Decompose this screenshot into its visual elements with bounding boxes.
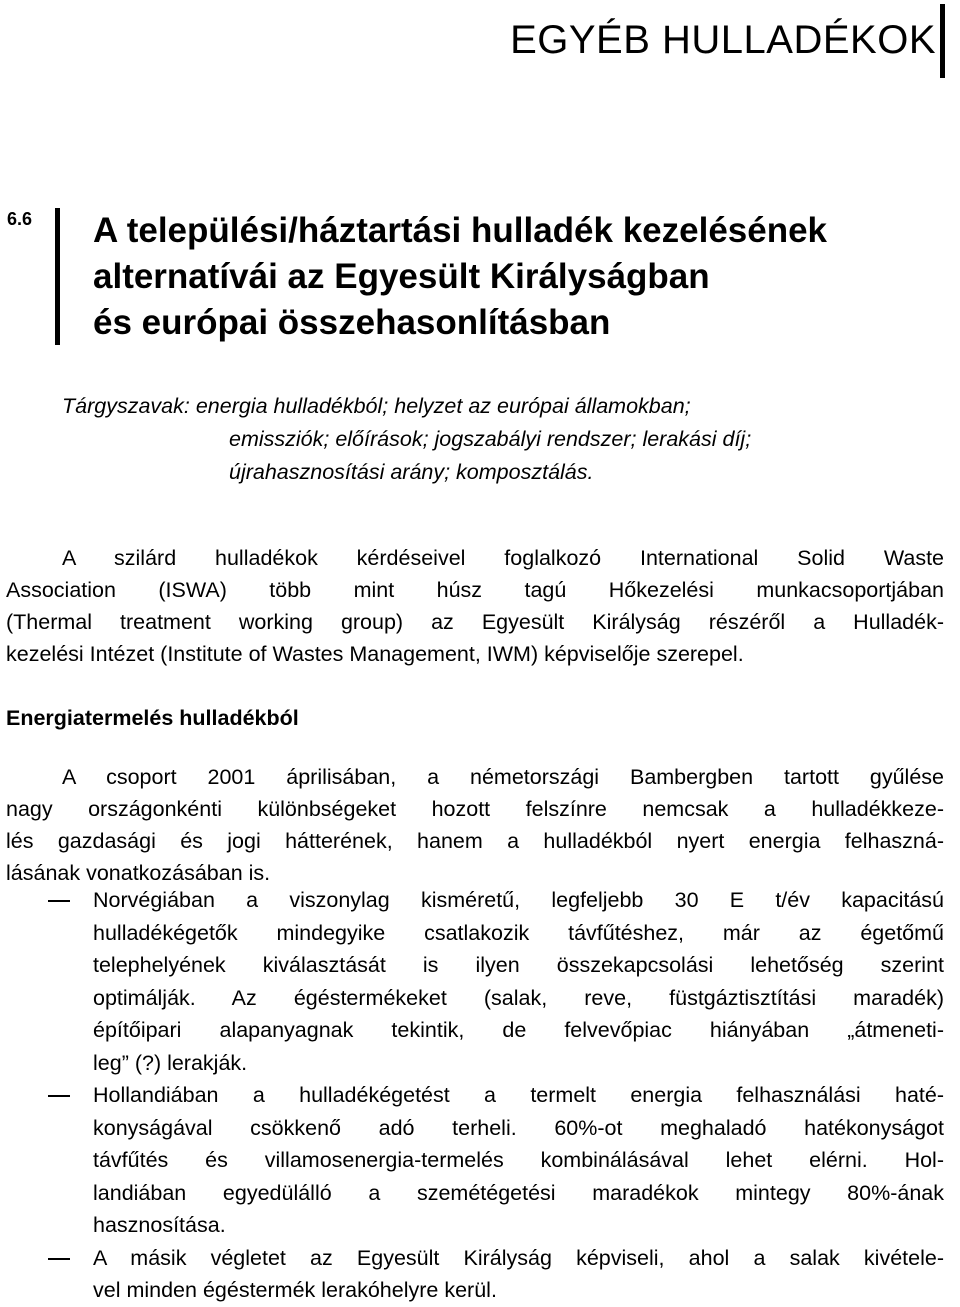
- bullet-line: Hollandiában a hulladékégetést a termelt energia felhasználási haté-: [93, 1083, 944, 1107]
- bullet-item: [6, 1079, 944, 1242]
- bullet-item: [6, 884, 944, 1079]
- paragraph-line: A csoport 2001 áprilisában, a németországi Bambergben tartott gyűlése: [62, 765, 944, 789]
- dash-bullet-icon: [48, 900, 70, 902]
- paragraph-line: nagy országonkénti különbségeket hozott felszínre nemcsak a hulladékkeze-: [6, 797, 944, 821]
- dash-bullet-icon: [48, 1095, 70, 1097]
- keywords-line: Tárgyszavak: energia hulladékból; helyzet az európai államokban;: [62, 394, 691, 418]
- paragraph-line: lés gazdasági és jogi hátterének, hanem a hulladékból nyert energia felhaszná-: [6, 829, 944, 853]
- header-vertical-rule: [940, 4, 945, 78]
- keywords-line: emissziók; előírások; jogszabályi rendszer; lerakási díj;: [229, 427, 752, 451]
- bullet-line: vel minden égéstermék lerakóhelyre kerül.: [93, 1278, 497, 1302]
- bullet-line: hasznosítása.: [93, 1213, 226, 1237]
- intro-paragraph: [6, 542, 944, 670]
- dash-bullet-icon: [48, 1258, 70, 1260]
- paragraph-line: lásának vonatkozásában is.: [6, 861, 271, 885]
- bullet-line: konyságával csökkenő adó terheli. 60%-ot meghaladó hatékonyságot: [93, 1115, 944, 1140]
- subheading: Energiatermelés hulladékból: [6, 706, 299, 730]
- keywords-line: újrahasznosítási arány; komposztálás.: [229, 460, 594, 484]
- bullet-line: optimálják. Az égéstermékeket (salak, reve, füstgáztisztítási maradék): [93, 985, 944, 1010]
- bullet-line: leg” (?) lerakják.: [93, 1050, 248, 1075]
- title-vertical-bar: [55, 208, 60, 345]
- body-paragraph: [6, 761, 944, 889]
- section-number: 6.6: [7, 209, 33, 229]
- paragraph-line: (Thermal treatment working group) az Egyesült Királyság részéről a Hulladék-: [6, 610, 944, 634]
- paragraph-line: A szilárd hulladékok kérdéseivel foglalkozó International Solid Waste: [62, 546, 944, 570]
- paragraph-line: kezelési Intézet (Institute of Wastes Management, IWM) képviselője szerepel.: [6, 642, 744, 666]
- bullet-line: építőipari alapanyagnak tekintik, de felvevőpiac hiányában „átmeneti-: [93, 1018, 944, 1042]
- paragraph-line: Association (ISWA) több mint húsz tagú Hőkezelési munkacsoportjában: [6, 578, 944, 602]
- section-title-line: A települési/háztartási hulladék kezelésének: [93, 211, 828, 250]
- keywords-block: [62, 390, 942, 489]
- bullet-line: telephelyének kiválasztását is ilyen összekapcsolási lehetőség szerint: [93, 953, 944, 977]
- bullet-item: [6, 1242, 944, 1307]
- bullet-line: A másik végletet az Egyesült Királyság képviseli, ahol a salak kivétele-: [93, 1245, 944, 1270]
- bullet-line: távfűtés és villamosenergia-termelés kombinálásával lehet elérni. Hol-: [93, 1148, 944, 1172]
- section-title-line: alternatívái az Egyesült Királyságban: [93, 257, 710, 296]
- bullet-line: landiában egyedülálló a szemétégetési maradékok mintegy 80%-ának: [93, 1180, 944, 1205]
- section-title: [93, 208, 943, 346]
- bullet-list: [6, 884, 944, 1307]
- bullet-line: Norvégiában a viszonylag kisméretű, legfeljebb 30 E t/év kapacitású: [93, 888, 944, 912]
- running-header-title: EGYÉB HULLADÉKOK: [510, 18, 936, 62]
- bullet-line: hulladékégetők mindegyike csatlakozik távfűtéshez, már az égetőmű: [93, 920, 944, 945]
- section-title-line: és európai összehasonlításban: [93, 303, 611, 342]
